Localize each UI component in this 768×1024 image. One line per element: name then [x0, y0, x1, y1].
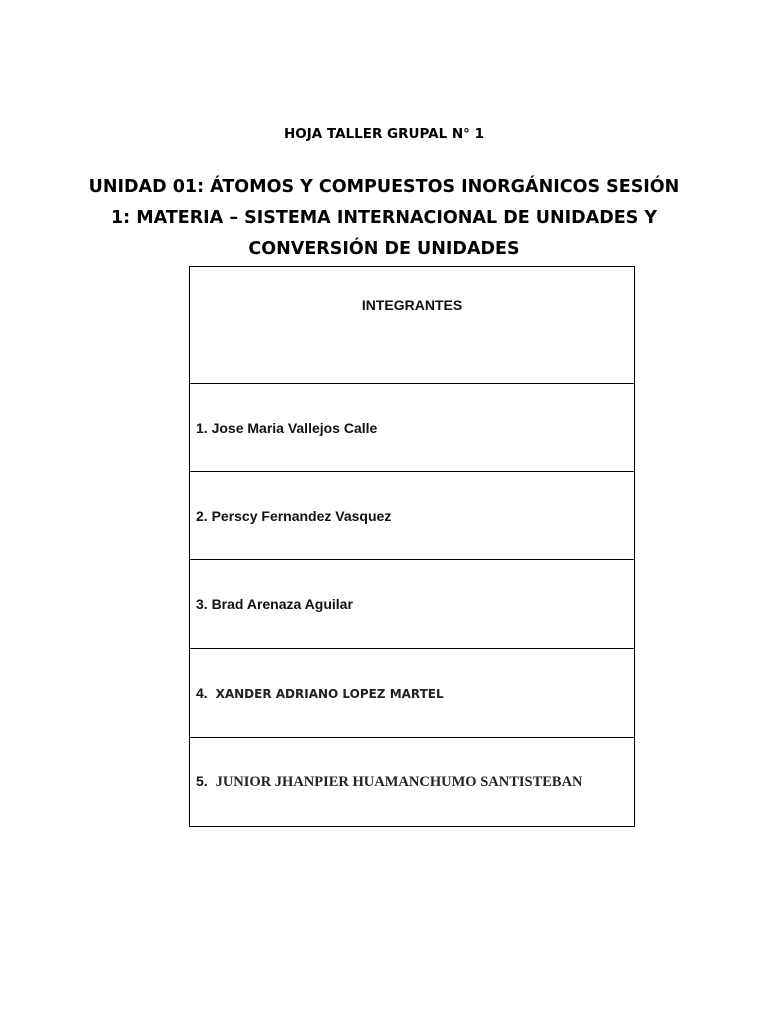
table-header-row [190, 267, 635, 384]
member-name: 3. Brad Arenaza Aguilar [190, 560, 635, 649]
member-number: 5. [196, 773, 208, 789]
unit-title: UNIDAD 01: ÁTOMOS Y COMPUESTOS INORGÁNICOS SESIÓN 1: MATERIA – SISTEMA INTERNACIONAL DE UNIDADES Y CONVERSIÓN DE UNIDADES [88, 177, 680, 259]
table-row [190, 384, 635, 472]
member-number: 4. [196, 685, 208, 701]
member-cell [190, 738, 635, 827]
table-row [190, 649, 635, 738]
table-row [190, 472, 635, 560]
member-cell [190, 649, 635, 738]
members-table [189, 266, 635, 827]
members-header: INTEGRANTES [190, 267, 635, 384]
member-name: 2. Perscy Fernandez Vasquez [190, 472, 635, 560]
member-name: 1. Jose Maria Vallejos Calle [190, 384, 635, 472]
member-name: XANDER ADRIANO LOPEZ MARTEL [215, 687, 444, 701]
table-row [190, 738, 635, 827]
member-name: JUNIOR JHANPIER HUAMANCHUMO SANTISTEBAN [215, 774, 583, 790]
sheet-title: HOJA TALLER GRUPAL N° 1 [283, 126, 485, 142]
table-row [190, 560, 635, 649]
